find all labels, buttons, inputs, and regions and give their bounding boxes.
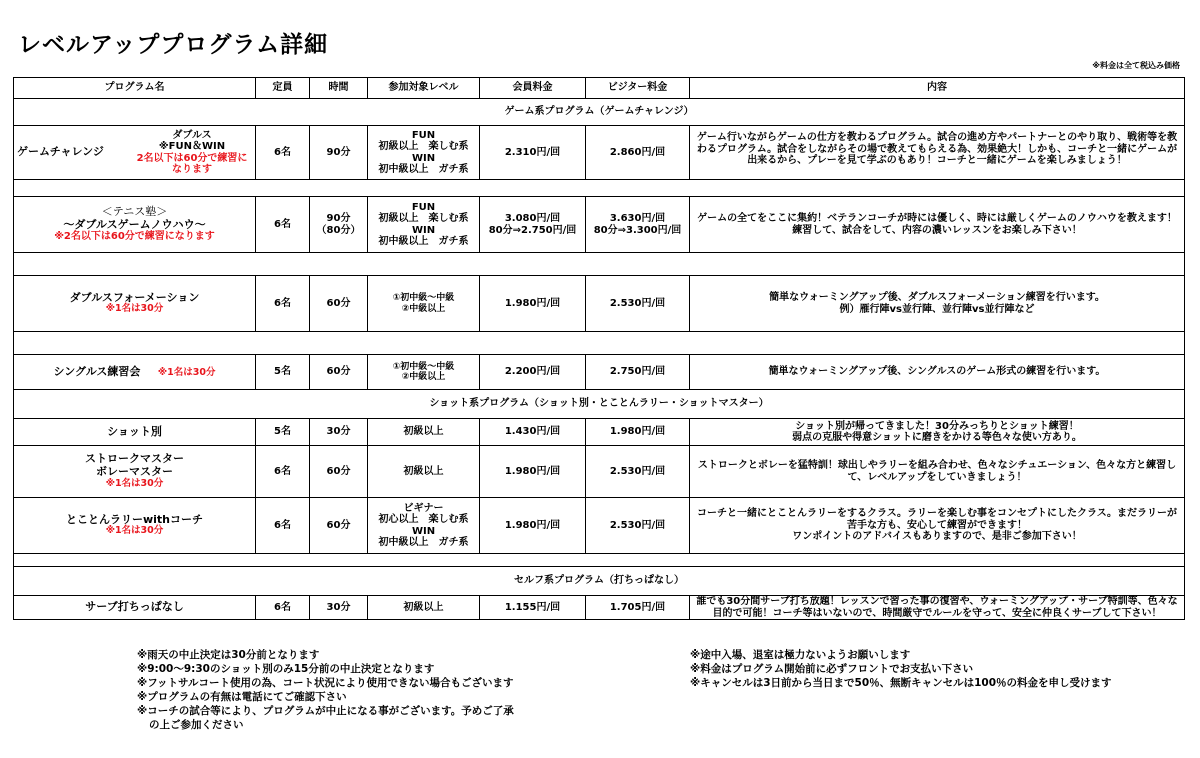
level-line: FUN: [411, 201, 436, 213]
header-time: 時間: [310, 78, 368, 99]
section-header-shot: [14, 390, 1185, 419]
level-line: WIN: [411, 224, 436, 236]
program-note: ※1名は30分: [105, 477, 164, 489]
header-description: 内容: [690, 78, 1185, 99]
description-line: 簡単なウォーミングアップ後、ダブルスフォーメーション練習を行います。: [769, 292, 1105, 303]
target-level: [368, 126, 480, 180]
table-row: [14, 446, 1185, 498]
header-visitor-fee: ビジター料金: [586, 78, 690, 99]
target-level: 初級以上: [368, 596, 480, 620]
level-line: 初中級以上 ガチ系: [378, 537, 469, 548]
member-fee: 2.310円/回: [480, 126, 586, 180]
table-row: [14, 126, 1185, 180]
spacer-row: [14, 253, 1185, 276]
target-level: [368, 498, 480, 554]
fee-line: 80分⇒2.750円/回: [488, 224, 577, 236]
section-title: セルフ系プログラム（打ちっぱなし）: [14, 567, 1185, 596]
header-capacity: 定員: [256, 78, 310, 99]
capacity: 6名: [256, 276, 310, 332]
note-line: ※途中入場、退室は極力ないようお願いします: [690, 649, 911, 661]
visitor-fee: 2.750円/回: [586, 355, 690, 390]
tax-note: ※料金は全て税込み価格: [1092, 61, 1180, 70]
table-row: [14, 498, 1185, 554]
level-line: WIN: [411, 525, 436, 537]
spacer: [14, 332, 1185, 355]
program-note: ※2名以下は60分で練習になります: [54, 231, 215, 243]
program-name-cell: [14, 446, 256, 498]
spacer: [14, 180, 1185, 197]
description: [690, 498, 1185, 554]
header-program-name: プログラム名: [14, 78, 256, 99]
member-fee: 1.430円/回: [480, 419, 586, 446]
section-header-self: [14, 567, 1185, 596]
duration-line: 90分: [326, 213, 351, 224]
table-row: [14, 197, 1185, 253]
program-name-cell: [14, 498, 256, 554]
program-name: シングルス練習会: [53, 364, 141, 378]
fee-line: 3.630円/回: [609, 213, 666, 224]
level-line: WIN: [411, 152, 436, 164]
member-fee: 1.980円/回: [480, 276, 586, 332]
level-line: 初心以上 楽しむ系: [378, 514, 469, 525]
target-level: [368, 276, 480, 332]
program-note: ※1名は30分: [105, 525, 164, 537]
visitor-fee: 1.980円/回: [586, 419, 690, 446]
level-line: ①初中級～中級: [392, 361, 455, 372]
description: 簡単なウォーミングアップ後、シングルスのゲーム形式の練習を行います。: [690, 355, 1185, 390]
page-title: レベルアッププログラム詳細: [18, 32, 329, 58]
duration: 60分: [310, 355, 368, 390]
visitor-fee: 1.705円/回: [586, 596, 690, 620]
capacity: 6名: [256, 126, 310, 180]
program-name-cell: [14, 126, 256, 180]
description: ゲームの全てをここに集約！ベテランコーチが時には優しく、時には厳しくゲームのノウハウを教えます！練習して、試合をして、内容の濃いレッスンをお楽しみ下さい！: [690, 197, 1185, 253]
table-row: [14, 596, 1185, 620]
spacer-row: [14, 554, 1185, 567]
program-name: ダブルスフォーメーション: [69, 290, 200, 304]
program-name-cell: [14, 355, 256, 390]
description: ストロークとボレーを猛特訓！球出しやラリーを組み合わせ、色々なシチュエーション、色々な方と練習して、レベルアップをしていきましょう！: [690, 446, 1185, 498]
capacity: 6名: [256, 498, 310, 554]
header-member-fee: 会員料金: [480, 78, 586, 99]
member-fee: 2.200円/回: [480, 355, 586, 390]
description: [690, 419, 1185, 446]
section-title: ゲーム系プログラム（ゲームチャレンジ）: [14, 99, 1185, 126]
level-line: 初級以上 楽しむ系: [378, 213, 469, 224]
visitor-fee: 2.530円/回: [586, 276, 690, 332]
program-name: ボレーマスター: [96, 465, 173, 479]
spacer: [14, 253, 1185, 276]
program-name: ゲームチャレンジ: [17, 145, 104, 159]
duration: 60分: [310, 498, 368, 554]
visitor-fee: 2.530円/回: [586, 446, 690, 498]
program-sub: ※FUN＆WIN: [158, 141, 226, 152]
target-level: 初級以上: [368, 446, 480, 498]
note-line: ※料金はプログラム開始前に必ずフロントでお支払い下さい: [690, 663, 974, 676]
visitor-fee: 2.860円/回: [586, 126, 690, 180]
spacer-row: [14, 180, 1185, 197]
note-line: ※フットサルコート使用の為、コート状況により使用できない場合もございます: [137, 677, 514, 690]
description-line: コーチと一緒にとことんラリーをするクラス。ラリーを楽しむ事をコンセプトにしたクラス。まだラリーが苦手な方も、安心して練習ができます！: [697, 508, 1177, 531]
visitor-fee: [586, 197, 690, 253]
member-fee: 1.155円/回: [480, 596, 586, 620]
notes-right: [690, 648, 1112, 690]
level-line: ②中級以上: [401, 303, 446, 314]
description-line: 例）雁行陣vs並行陣、並行陣vs並行陣など: [839, 303, 1035, 315]
level-line: ビギナー: [403, 502, 444, 514]
duration-line: （80分）: [316, 224, 361, 236]
fee-line: 3.080円/回: [504, 213, 561, 224]
program-name: サーブ打ちっぱなし: [14, 596, 256, 620]
header-level: 参加対象レベル: [368, 78, 480, 99]
section-header-game: [14, 99, 1185, 126]
duration: [310, 197, 368, 253]
table-header-row: [14, 78, 1185, 99]
target-level: [368, 355, 480, 390]
program-name: ＜テニス塾＞: [101, 205, 168, 219]
capacity: 6名: [256, 197, 310, 253]
level-line: 初中級以上 ガチ系: [378, 164, 469, 175]
capacity: 6名: [256, 596, 310, 620]
duration: 30分: [310, 596, 368, 620]
notes-left: [137, 648, 514, 732]
note-line: ※プログラムの有無は電話にてご確認下さい: [137, 691, 347, 704]
description: ゲーム行いながらゲームの仕方を教わるプログラム。試合の進め方やパートナーとのやり取り、戦術等を教わるプログラム。試合をしながらその場で教えてもらえる為、効果絶大！しかも、コーチと一緒にゲームが出来るから、プレーを見て学ぶのもあり！コーチと一緒にゲームを楽しみましょう！: [690, 126, 1185, 180]
program-name-cell: [14, 276, 256, 332]
program-name: とことんラリーwithコーチ: [65, 512, 204, 526]
member-fee: 1.980円/回: [480, 446, 586, 498]
duration: 60分: [310, 276, 368, 332]
capacity: 5名: [256, 355, 310, 390]
note-line: ※9:00～9:30のショット別のみ15分前の中止決定となります: [137, 663, 435, 676]
visitor-fee: 2.530円/回: [586, 498, 690, 554]
description-line: ワンポイントのアドバイスもありますので、是非ご参加下さい！: [792, 531, 1082, 543]
description-line: 弱点の克服や得意ショットに磨きをかける等色々な使い方あり。: [792, 432, 1082, 443]
spacer-row: [14, 332, 1185, 355]
target-level: [368, 197, 480, 253]
level-line: ①初中級～中級: [392, 293, 455, 304]
note-line: の上ご参加ください: [149, 719, 244, 732]
program-table: [13, 77, 1185, 620]
table-row: [14, 419, 1185, 446]
program-note: 2名以下は60分で練習になります: [136, 152, 248, 175]
duration: 60分: [310, 446, 368, 498]
level-line: 初中級以上 ガチ系: [378, 236, 469, 247]
program-name: ～ダブルスゲームノウハウ～: [63, 217, 206, 231]
level-line: FUN: [411, 129, 436, 141]
member-fee: [480, 197, 586, 253]
program-note: ※1名は30分: [105, 303, 164, 315]
level-line: 初級以上 楽しむ系: [378, 141, 469, 152]
program-note: ※1名は30分: [157, 366, 216, 378]
program-name-cell: [14, 197, 256, 253]
table-row: [14, 355, 1185, 390]
description: [690, 276, 1185, 332]
note-line: ※雨天の中止決定は30分前となります: [137, 649, 320, 661]
spacer: [14, 554, 1185, 567]
target-level: 初級以上: [368, 419, 480, 446]
program-name: ストロークマスター: [85, 452, 184, 466]
capacity: 5名: [256, 419, 310, 446]
level-line: ②中級以上: [401, 372, 446, 382]
section-title: ショット系プログラム（ショット別・とことんラリー・ショットマスター）: [14, 390, 1185, 419]
note-line: ※コーチの試合等により、プログラムが中止になる事がございます。予めご了承: [137, 705, 514, 718]
program-name: ショット別: [14, 419, 256, 446]
description: 誰でも30分間サーブ打ち放題！レッスンで習った事の復習や、ウォーミングアップ・サーブ特訓等、色々な目的で可能！コーチ等はいないので、時間厳守でルールを守って、安全に仲良くサーブして下さい！: [690, 596, 1185, 620]
note-line: ※キャンセルは3日前から当日まで50％、無断キャンセルは100％の料金を申し受けます: [690, 677, 1112, 690]
duration: 90分: [310, 126, 368, 180]
duration: 30分: [310, 419, 368, 446]
fee-line: 80分⇒3.300円/回: [593, 224, 682, 236]
description-line: ショット別が帰ってきました！30分みっちりとショット練習！: [795, 420, 1079, 432]
capacity: 6名: [256, 446, 310, 498]
member-fee: 1.980円/回: [480, 498, 586, 554]
program-sub: ダブルス: [172, 129, 212, 141]
table-row: [14, 276, 1185, 332]
